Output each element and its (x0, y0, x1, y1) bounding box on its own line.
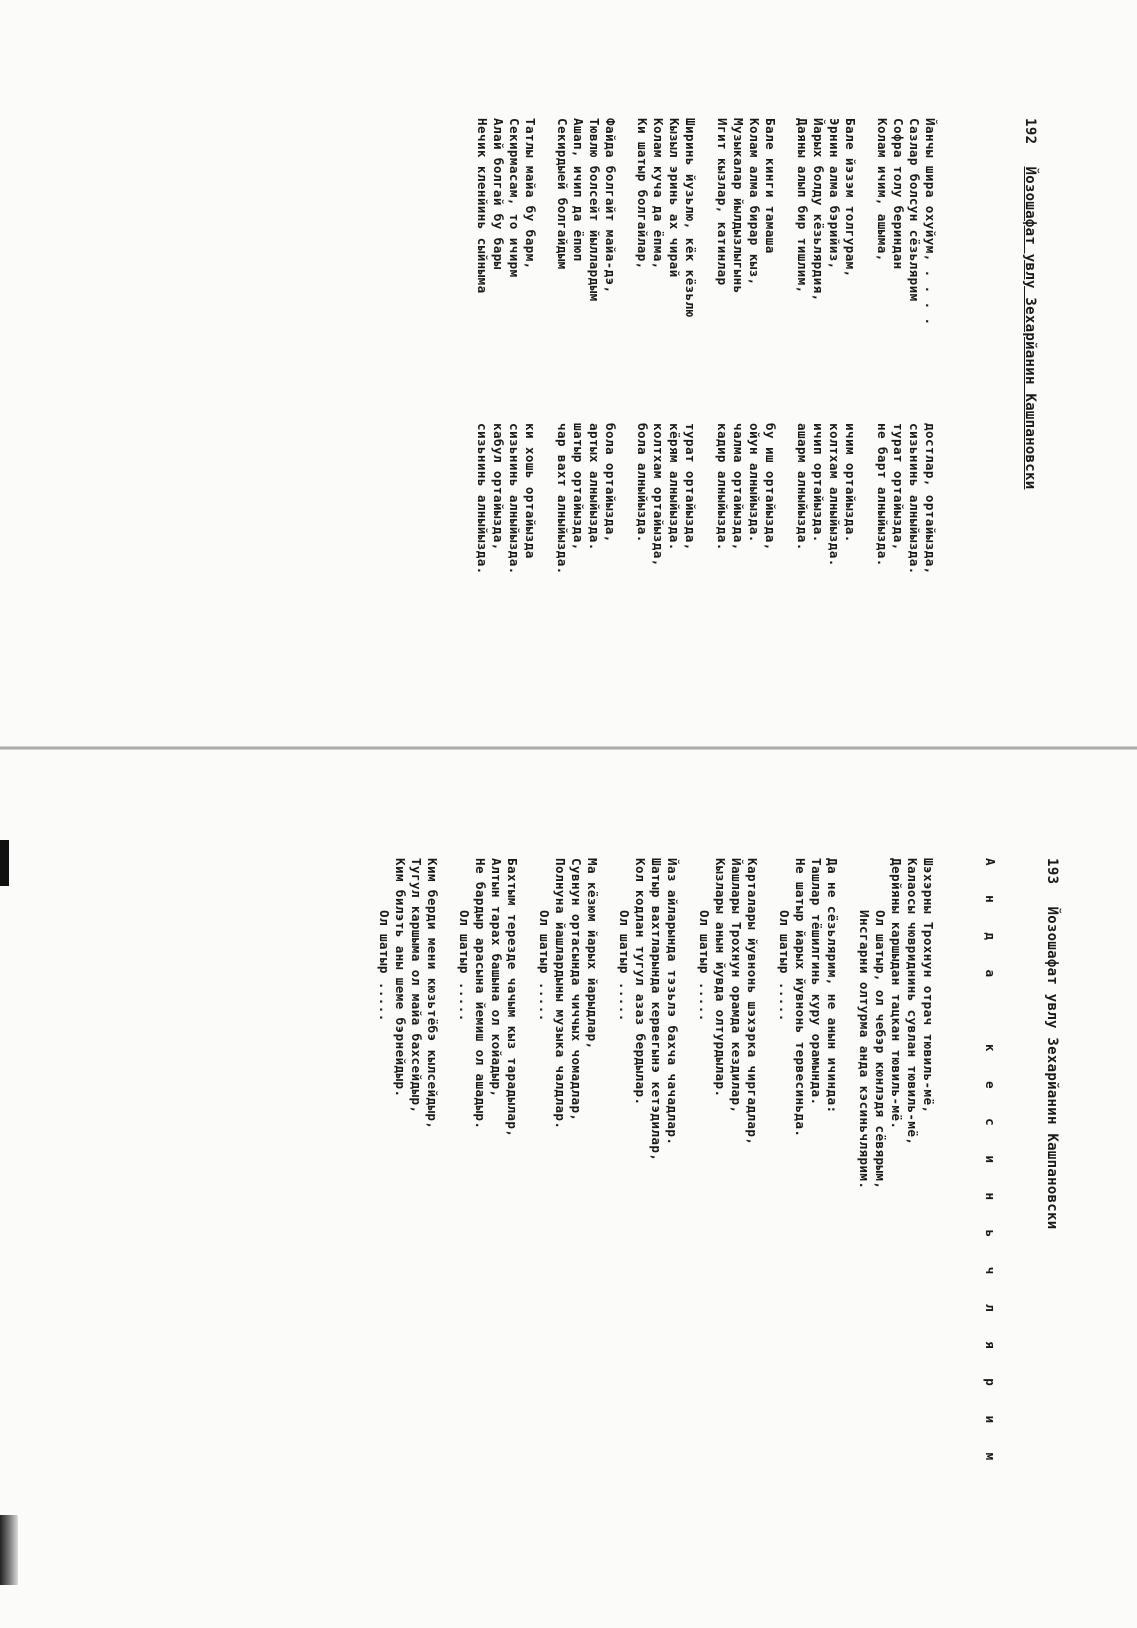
stanza (376, 858, 440, 1558)
verse-left-half: Кызыл эринь ах чирай (667, 118, 682, 278)
running-header: Йозошафат увлу Зехарйанин Кашпановски (1022, 166, 1038, 490)
verse-line: Алтын тарах башына ол койадыр, (489, 858, 504, 1098)
verse-line (570, 118, 586, 758)
verse-left-half: Колам ичим, ашыма, (875, 118, 890, 262)
verse-line: Ол шатыр ..... (777, 910, 792, 1022)
verse-right-half: колтхам ортайызда, (651, 423, 666, 567)
verse-right-half: сизьнинь алныйызда. (475, 423, 490, 575)
poem-body (360, 858, 936, 1558)
verse-right-half: турат ортайызда, (683, 423, 698, 551)
verse-left-half: Татлы майа бу барм, (523, 118, 538, 270)
verse-line: Ол шатыр ..... (457, 910, 472, 1022)
verse-line: Сувнун ортасында чиччых чомадлар, (569, 858, 584, 1122)
verse-right-half: бола алныйызда. (635, 423, 650, 543)
verse-line (874, 118, 890, 758)
verse-right-half: кабул ортайызда, (491, 423, 506, 551)
verse-right-half: чалма ортайызда, (731, 423, 746, 551)
page-header (1022, 118, 1038, 758)
verse-line (506, 118, 522, 758)
verse-right-half: ки хошь ортайызда (523, 423, 538, 559)
verse-right-half: колтхам алныйызда. (827, 423, 842, 567)
verse-left-half: Ширинь йузьлю, кёк кёзьлю (683, 118, 698, 318)
stanza (874, 118, 938, 758)
verse-line: Ташлар тёшилгинь куру орамында. (809, 858, 824, 1106)
verse-line (906, 118, 922, 758)
verse-line: Кол кодлан тугул азаз бердылар. (633, 858, 648, 1106)
verse-line: Полнуна йашлардыны музыка чалдлар. (553, 858, 568, 1130)
verse-line (922, 118, 938, 758)
verse-line (554, 118, 570, 758)
page-header (1044, 858, 1060, 1558)
page-number: 193 (1044, 858, 1060, 885)
verse-right-half: кёрям алныйызда. (667, 423, 682, 551)
verse-left-half: Файда болгайт майа-дэ, (603, 118, 618, 294)
verse-line: Шэхэрны Трохнун отрач тювиль-мё, (921, 858, 936, 1114)
verse-line: Ким берди мени кюзьтёбэ кылсейдыр, (425, 858, 440, 1130)
verse-line (714, 118, 730, 758)
verse-right-half: сизьнинь алныйызда. (507, 423, 522, 575)
verse-line: Да не сёзьлярим, не анын ичинда: (825, 858, 840, 1114)
verse-right-half: не барт алныйызда. (875, 423, 890, 567)
verse-right-half: артых алныйызда. (587, 423, 602, 551)
verse-line: Ол шатыр ..... (537, 910, 552, 1022)
stanza (776, 858, 840, 1558)
verse-line (762, 118, 778, 758)
stanza (536, 858, 600, 1558)
stanza (794, 118, 858, 758)
verse-line: Калаосы чювриднинь сувлан тювиль-мё, (905, 858, 920, 1146)
verse-left-half: Секирдыей болгайдым (555, 118, 570, 270)
poem-body (458, 118, 938, 758)
verse-line: Тугул каршыма ол майа бахсейдыр, (409, 858, 424, 1114)
stanza (696, 858, 760, 1558)
verse-left-half: Бале йэзэм толгурам, (843, 118, 858, 278)
verse-right-half: ойун алныйызда. (747, 423, 762, 543)
verse-line: Йаз айларында тэзьлэ бахча чачадлар. (665, 858, 680, 1146)
stanza (554, 118, 618, 758)
stanza (474, 118, 538, 758)
verse-left-half: Сазлар болсун сёзьлярим (907, 118, 922, 302)
verse-left-half: Эрнин алма бэрийиз, (827, 118, 842, 270)
page-192 (280, 118, 1070, 758)
stanza (714, 118, 778, 758)
verse-line: Ким билэть аны шеме бэрнейдыр. (393, 858, 408, 1098)
verse-line (602, 118, 618, 758)
verse-left-half: Софра толу бериндан (891, 118, 906, 270)
verse-left-half: Секирмасам, то ичирм (507, 118, 522, 278)
verse-line (730, 118, 746, 758)
verse-line (474, 118, 490, 758)
verse-line: Ол шатыр ..... (377, 910, 392, 1022)
verse-line: Кызлары анын йувда олтурдылар. (713, 858, 728, 1098)
verse-left-half: Даяны алып бир тишлим, (795, 118, 810, 294)
verse-right-half: бу иш ортайызда, (763, 423, 778, 551)
verse-right-half: турат ортайызда, (891, 423, 906, 551)
verse-line (890, 118, 906, 758)
verse-line (634, 118, 650, 758)
verse-left-half: Колам куча да ёпма, (651, 118, 666, 270)
verse-line: Не бардыр арасына йемиш ол ашадыр. (473, 858, 488, 1130)
verse-line: Карталары йувнонь шэхэрка чиргадлар, (745, 858, 760, 1146)
verse-left-half: Колам алма бирар кыз, (747, 118, 762, 286)
verse-line: Йашлары Трохнун орамда кездилар, (729, 858, 744, 1114)
verse-right-half: достлар, ортайызда, (923, 423, 938, 575)
verse-line: Ол шатыр ..... (697, 910, 712, 1022)
verse-left-half: Ки шатыр болгайлар, (635, 118, 650, 270)
verse-right-half: сизьнинь алныйызда. (907, 423, 922, 575)
verse-left-half: Йарых болду кёзьлярдия, (811, 118, 826, 302)
scan-edge-shadow (0, 1515, 18, 1585)
verse-right-half: шатыр ортайызда, (571, 423, 586, 551)
verse-line: Бахтым терезде чачым кыз тарадылар, (505, 858, 520, 1138)
verse-right-half: чар вахт алныйызда. (555, 423, 570, 575)
verse-line (746, 118, 762, 758)
verse-left-half: Нечик кленйинь сыйныма (475, 118, 490, 294)
verse-line (666, 118, 682, 758)
stanza (856, 858, 936, 1558)
verse-left-half: Алай болгай бу бары (491, 118, 506, 270)
verse-line (794, 118, 810, 758)
page-193 (192, 858, 1092, 1558)
stanza (456, 858, 520, 1558)
verse-line: Ол шатыр ..... (617, 910, 632, 1022)
verse-line: Дерйяны каршыдан тацкан тювиль-мё. (889, 858, 904, 1130)
stanza (634, 118, 698, 758)
verse-left-half: Бале кинги тамаша (763, 118, 778, 254)
scan-edge-mark (0, 840, 9, 886)
verse-line (810, 118, 826, 758)
verse-left-half: Тювлю болсейт йыллардым (587, 118, 602, 302)
verse-line: Ол шатыр, ол чебэр кюнлэдя сёвярым, (873, 910, 888, 1190)
verse-line (842, 118, 858, 758)
verse-right-half: бола ортайызда, (603, 423, 618, 543)
verse-line (522, 118, 538, 758)
verse-right-half: ичип ортайызда. (811, 423, 826, 543)
verse-line (682, 118, 698, 758)
verse-line: Не шатыр йарых йувнонь тервесиньда. (793, 858, 808, 1138)
stanza (616, 858, 680, 1558)
verse-line (586, 118, 602, 758)
verse-left-half: Йанчы шира охуйум, . . . . (923, 118, 938, 326)
verse-line (826, 118, 842, 758)
verse-right-half: кадир алныйызда. (715, 423, 730, 551)
verse-left-half: Музыкалар йылдызлыгынь (731, 118, 746, 294)
verse-line (650, 118, 666, 758)
verse-line: Инсгарни олтурма анда кэсиньчлярим. (857, 910, 872, 1190)
verse-line (490, 118, 506, 758)
running-header: Йозошафат увлу Зехарйанин Кашпановски (1044, 906, 1060, 1230)
verse-left-half: Игит кызлар, катинлар (715, 118, 730, 286)
verse-right-half: ашарм алныйызда. (795, 423, 810, 551)
verse-line: Ма кёзюм йарых йарыдлар, (585, 858, 600, 1050)
page-number: 192 (1022, 118, 1038, 145)
verse-line: Шатыр вахтларында кервегынэ кетэдилар, (649, 858, 664, 1162)
verse-left-half: Ашап, ичип да ёпюп (571, 118, 586, 262)
poem-title: А н д а к е с и н ь ч л я р и м (983, 858, 998, 1472)
verse-right-half: ичим ортайызда. (843, 423, 858, 543)
